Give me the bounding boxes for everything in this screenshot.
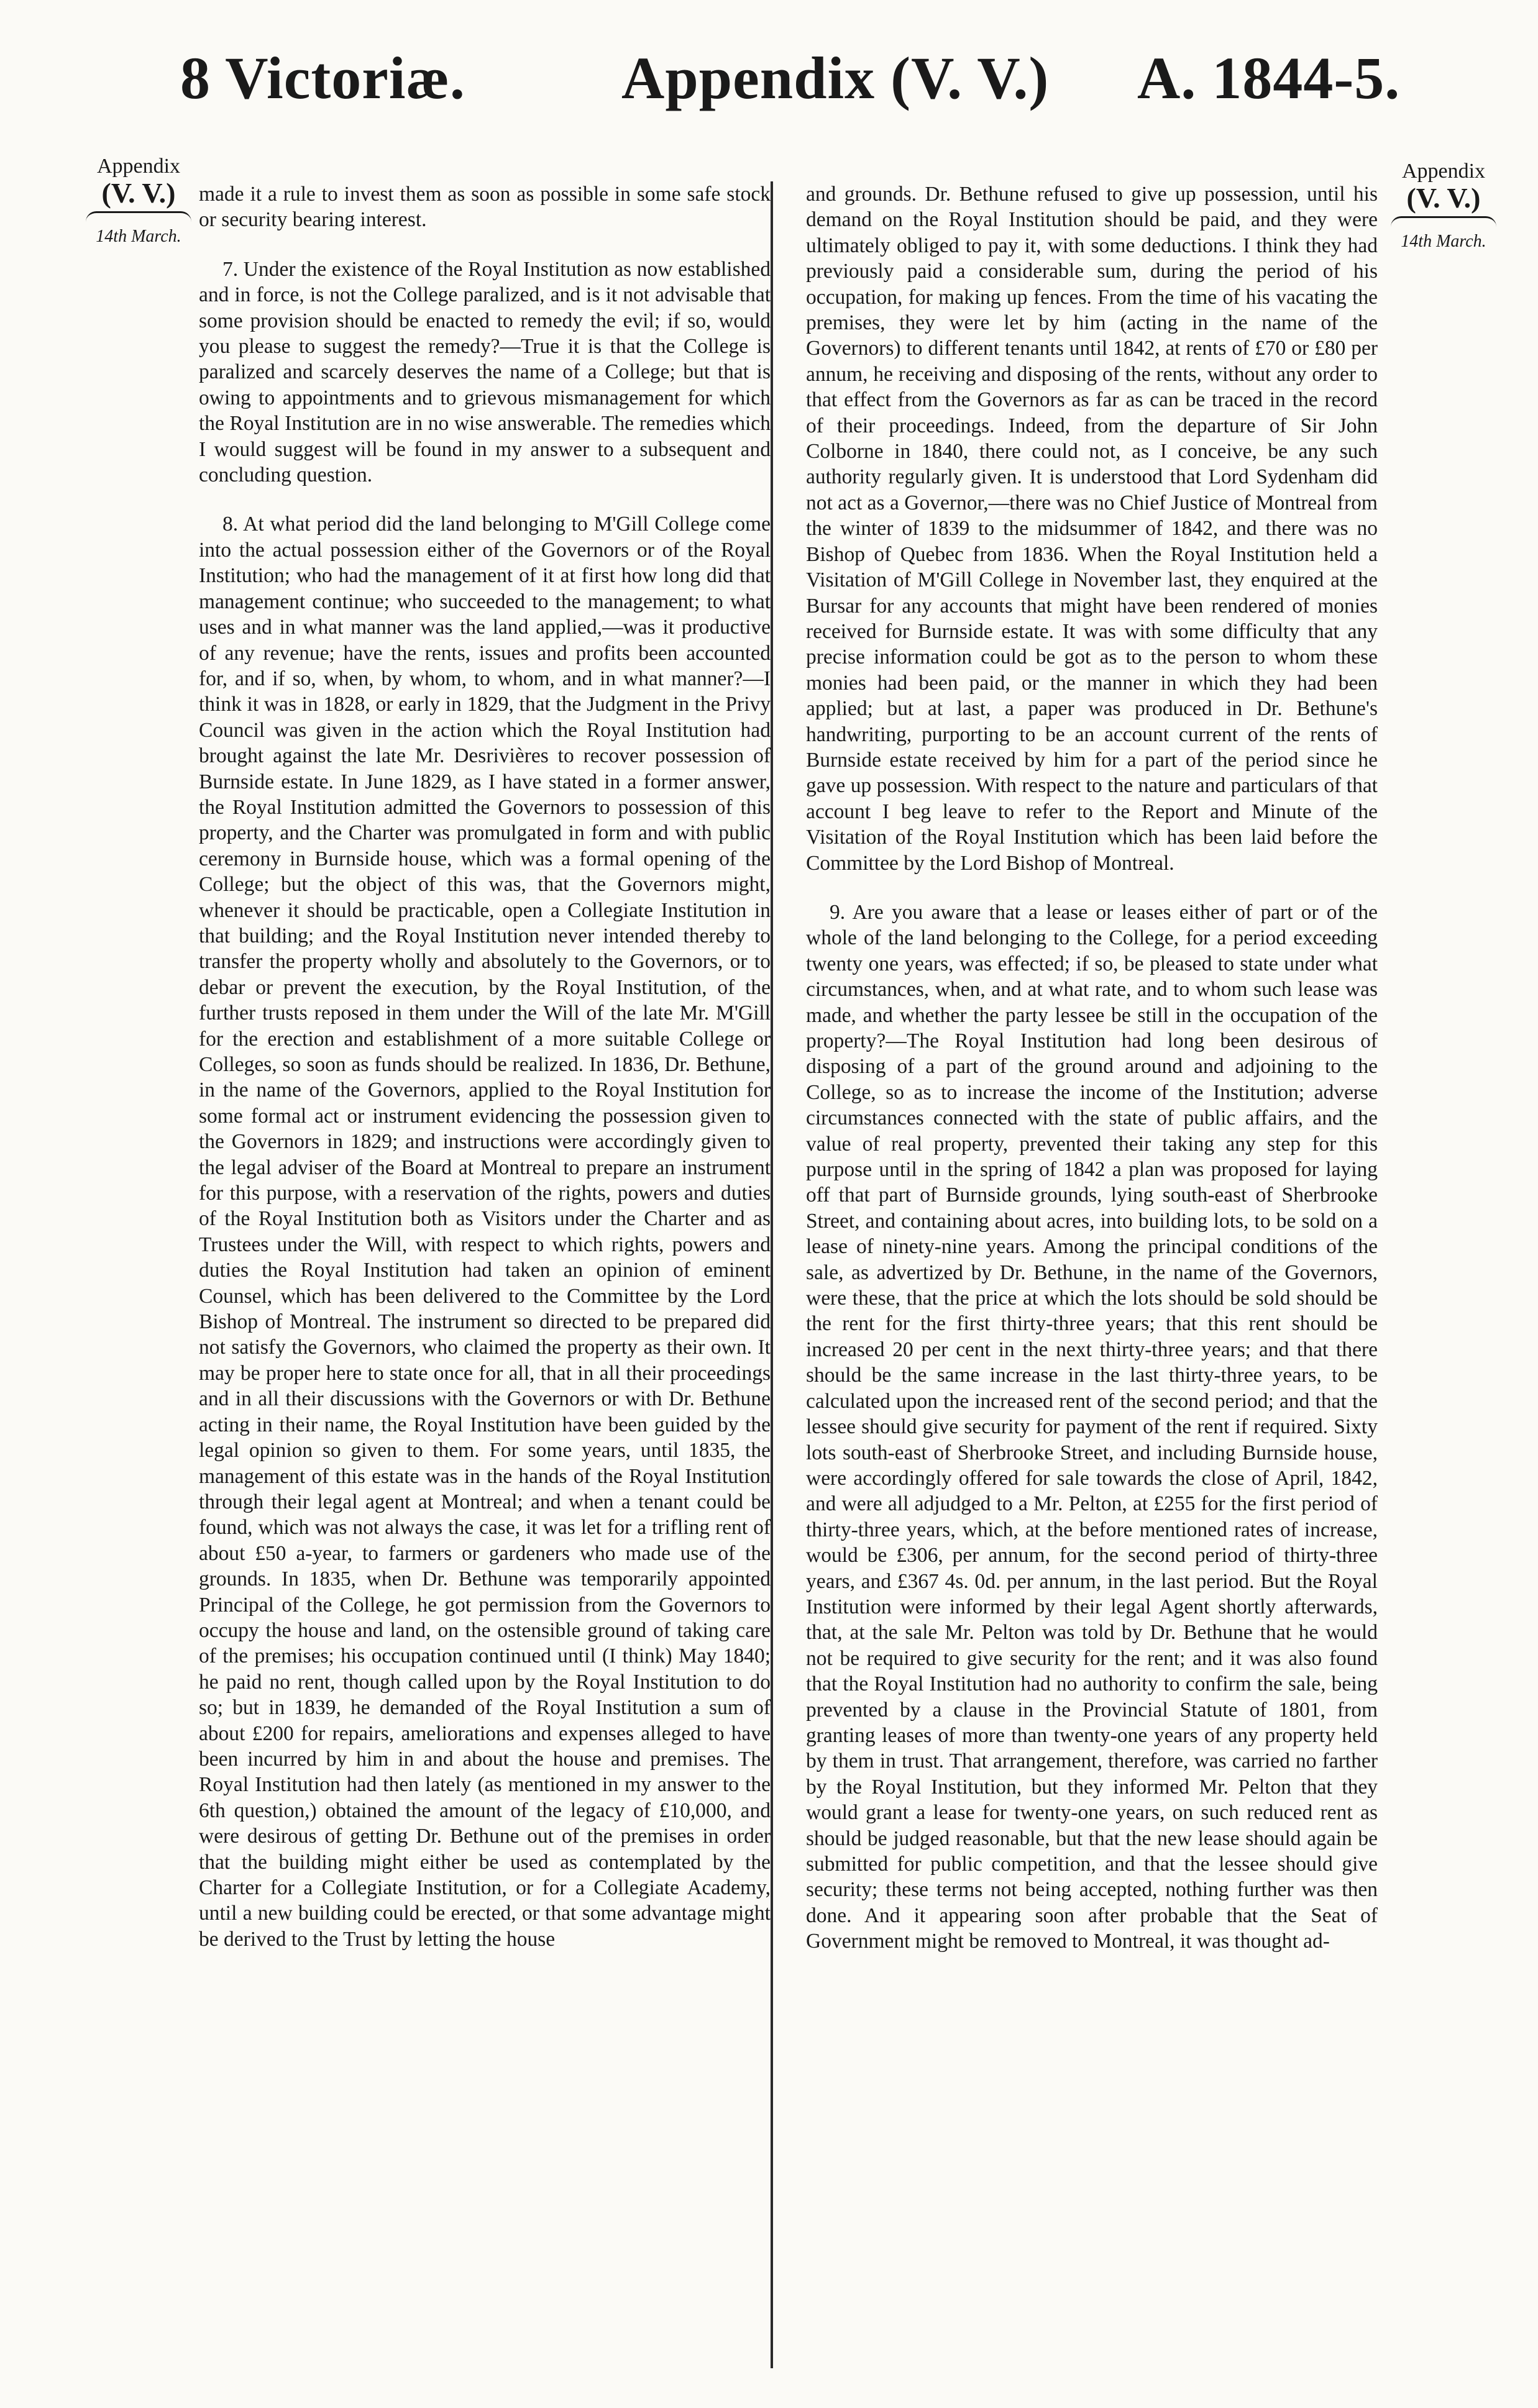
paragraph-question-7: 7. Under the existence of the Royal Institution as now established and in force, is not the College paralized, and is it not advisable that some provision should be enacted to remedy the evil; if so, would you please to suggest the remedy?—True it is that the College is paralized and scarcely deserves the name of a College; but that is owing to appointments and to grievous mismanagement for which the Royal Institution are in no wise answerable. The remedies which I would suggest will be found in my answer to a subsequent and concluding question. [199, 257, 771, 487]
header-session: 8 Victoriæ. [180, 45, 465, 111]
left-column [199, 181, 771, 1976]
left-margin-note [80, 155, 198, 248]
margin-note-sub: (V. V.) [1406, 182, 1481, 214]
margin-note-title: Appendix [96, 155, 181, 178]
margin-brace [86, 211, 191, 222]
paragraph-continuation: and grounds. Dr. Bethune refused to give up possession, until his demand on the Royal Institution should be paid, and they were ultimately obliged to pay it, with some deductions. I think they had previously paid a considerable sum, during the period of his occupation, for making up fences. From the time of his vacating the premises, they were let by him (acting in the name of the Governors) to different tenants until 1842, at rents of £70 or £80 per annum, he receiving and disposing of the rents, without any order to that effect from the Governors as far as can be traced in the record of their proceedings. Indeed, from the departure of Sir John Colborne in 1840, there could not, as I conceive, be any such authority regularly given. It is understood that Lord Sydenham did not act as a Governor,—there was no Chief Justice of Montreal from the winter of 1839 to the midsummer of 1842, and there was no Bishop of Quebec from 1836. When the Royal Institution held a Visitation of M'Gill College in November last, they enquired at the Bursar for any accounts that might have been rendered of monies received for Burnside estate. It was with some difficulty that any precise information could be got as to the person to whom these monies had been paid, or the manner in which they had been applied; but at last, a paper was produced in Dr. Bethune's handwriting, purporting to be an account current of the rents of Burnside estate received by him for a part of the period since he gave up possession. With respect to the nature and particulars of that account I beg leave to refer to the Report and Minute of the Visitation of the Royal Institution which has been laid before the Committee by the Lord Bishop of Montreal. [806, 183, 1378, 875]
right-margin-note [1385, 160, 1503, 253]
header-year: A. 1844-5. [1137, 45, 1401, 111]
page-header [0, 43, 1538, 130]
margin-note-title: Appendix [1401, 160, 1486, 183]
right-column [806, 181, 1378, 1978]
paragraph-question-8: 8. At what period did the land belonging to M'Gill College come into the actual possession either of the Governors or of the Royal Institution; who had the management of it at first how long did that management continue; who succeeded to the management; to what uses and in what manner was the land applied,—was it productive of any revenue; have the rents, issues and profits been accounted for, and if so, when, by whom, to whom, and in what manner?—I think it was in 1828, or early in 1829, that the Judgment in the Privy Council was given in the action which the Royal Institution had brought against the late Mr. Desrivières to recover possession of Burnside estate. In June 1829, as I have stated in a former answer, the Royal Institution admitted the Governors to possession of this property, and the Charter was promulgated in form and with public ceremony in Burnside house, which was a formal opening of the College; but the object of this was, that the Governors might, whenever it should be practicable, open a Collegiate Institution in that building; and the Royal Institution never intended thereby to transfer the property wholly and absolutely to the Governors, or to debar or prevent the execution, by the Royal Institution, of the further trusts reposed in them under the Will of the late Mr. M'Gill for the erection and establishment of a more suitable College or Colleges, so soon as funds should be realized. In 1836, Dr. Bethune, in the name of the Governors, applied to the Royal Institution for some formal act or instrument evidencing the possession given to the Governors in 1829; and instructions were accordingly given to the legal adviser of the Board at Montreal to prepare an instrument for this purpose, with a reservation of the rights, powers and duties of the Royal Institution both as Visitors under the Charter and as Trustees under the Will, with respect to which rights, powers and duties the Royal Institution had taken an opinion of eminent Counsel, which has been delivered to the Committee by the Lord Bishop of Montreal. The instrument so directed to be prepared did not satisfy the Governors, who claimed the property as their own. It may be proper here to state once for all, that in all their proceedings and in all their discussions with the Governors or with Dr. Bethune acting in their name, the Royal Institution have been guided by the legal opinion so given to them. For some years, until 1835, the management of this estate was in the hands of the Royal Institution through their legal agent at Montreal; and when a tenant could be found, which was not always the case, it was let for a trifling rent of about £50 a-year, to farmers or gardeners who made use of the grounds. In 1835, when Dr. Bethune was temporarily appointed Principal of the College, he got permission from the Governors to occupy the house and land, on the ostensible ground of taking care of the premises; his occupation continued until (I think) May 1840; he paid no rent, though called upon by the Royal Institution to do so; but in 1839, he demanded of the Royal Institution a sum of about £200 for repairs, ameliorations and expenses alleged to have been incurred by him in and about the house and premises. The Royal Institution had then lately (as mentioned in my answer to the 6th question,) obtained the amount of the legacy of £10,000, and were desirous of getting Dr. Bethune out of the premises in order that the building might either be used as contemplated by the Charter for a Collegiate Institution, or for a Collegiate Academy, until a new building could be erected, or that some advantage might be derived to the Trust by letting the house [199, 513, 771, 1951]
column-divider [771, 181, 773, 2368]
paragraph-question-9: 9. Are you aware that a lease or leases either of part or of the whole of the land belonging to the College, for a period exceeding twenty one years, was effected; if so, be pleased to state under what circumstances, when, and at what rate, and to whom such lease was made, and whether the party lessee be still in the occupation of the property?—The Royal Institution had long been desirous of disposing of a part of the ground around and adjoining to the College, so as to increase the income of the Institution; adverse circumstances connected with the state of public affairs, and the value of real property, prevented their taking any step for this purpose until in the spring of 1842 a plan was proposed for laying off that part of Burnside grounds, lying south-east of Sherbrooke Street, and containing about acres, into building lots, to be sold on a lease of ninety-nine years. Among the principal conditions of the sale, as advertized by Dr. Bethune, in the name of the Governors, were these, that the price at which the lots should be sold should be the rent for the first thirty-three years; that this rent should be increased 20 per cent in the next thirty-three years; and that there should be the same increase in the last thirty-three years, to be calculated upon the increased rent of the second period; and that the lessee should give security for payment of the rent if required. Sixty lots south-east of Sherbrooke Street, and including Burnside house, were accordingly offered for sale towards the close of April, 1842, and were all adjudged to a Mr. Pelton, at £255 for the first period of thirty-three years, which, at the before mentioned rates of increase, would be £306, per annum, for the second period of thirty-three years, and £367 4s. 0d. per annum, in the last period. But the Royal Institution were informed by their legal Agent shortly afterwards, that, at the sale Mr. Pelton was told by Dr. Bethune that he would not be required to give security for the rent; and it was also found that the Royal Institution had no authority to confirm the sale, being prevented by a clause in the Provincial Statute of 1801, from granting leases of more than twenty-one years of any property held by them in trust. That arrangement, therefore, was carried no farther by the Royal Institution, but they informed Mr. Pelton that they would grant a lease for twenty-one years, on such reduced rent as should be judged reasonable, but that the new lease should again be submitted for public competition, and that the lessee should give security; these terms not being accepted, nothing further was then done. And it appearing soon after probable that the Seat of Government might be removed to Montreal, it was thought ad- [806, 900, 1378, 1953]
header-appendix: Appendix (V. V.) [621, 45, 1050, 111]
margin-note-sub: (V. V.) [101, 177, 176, 209]
margin-brace [1391, 216, 1496, 227]
margin-note-date: 14th March. [96, 227, 181, 246]
margin-note-date: 14th March. [1401, 232, 1486, 251]
paragraph-continuation: made it a rule to invest them as soon as possible in some safe stock or security bearing interest. [199, 183, 771, 232]
